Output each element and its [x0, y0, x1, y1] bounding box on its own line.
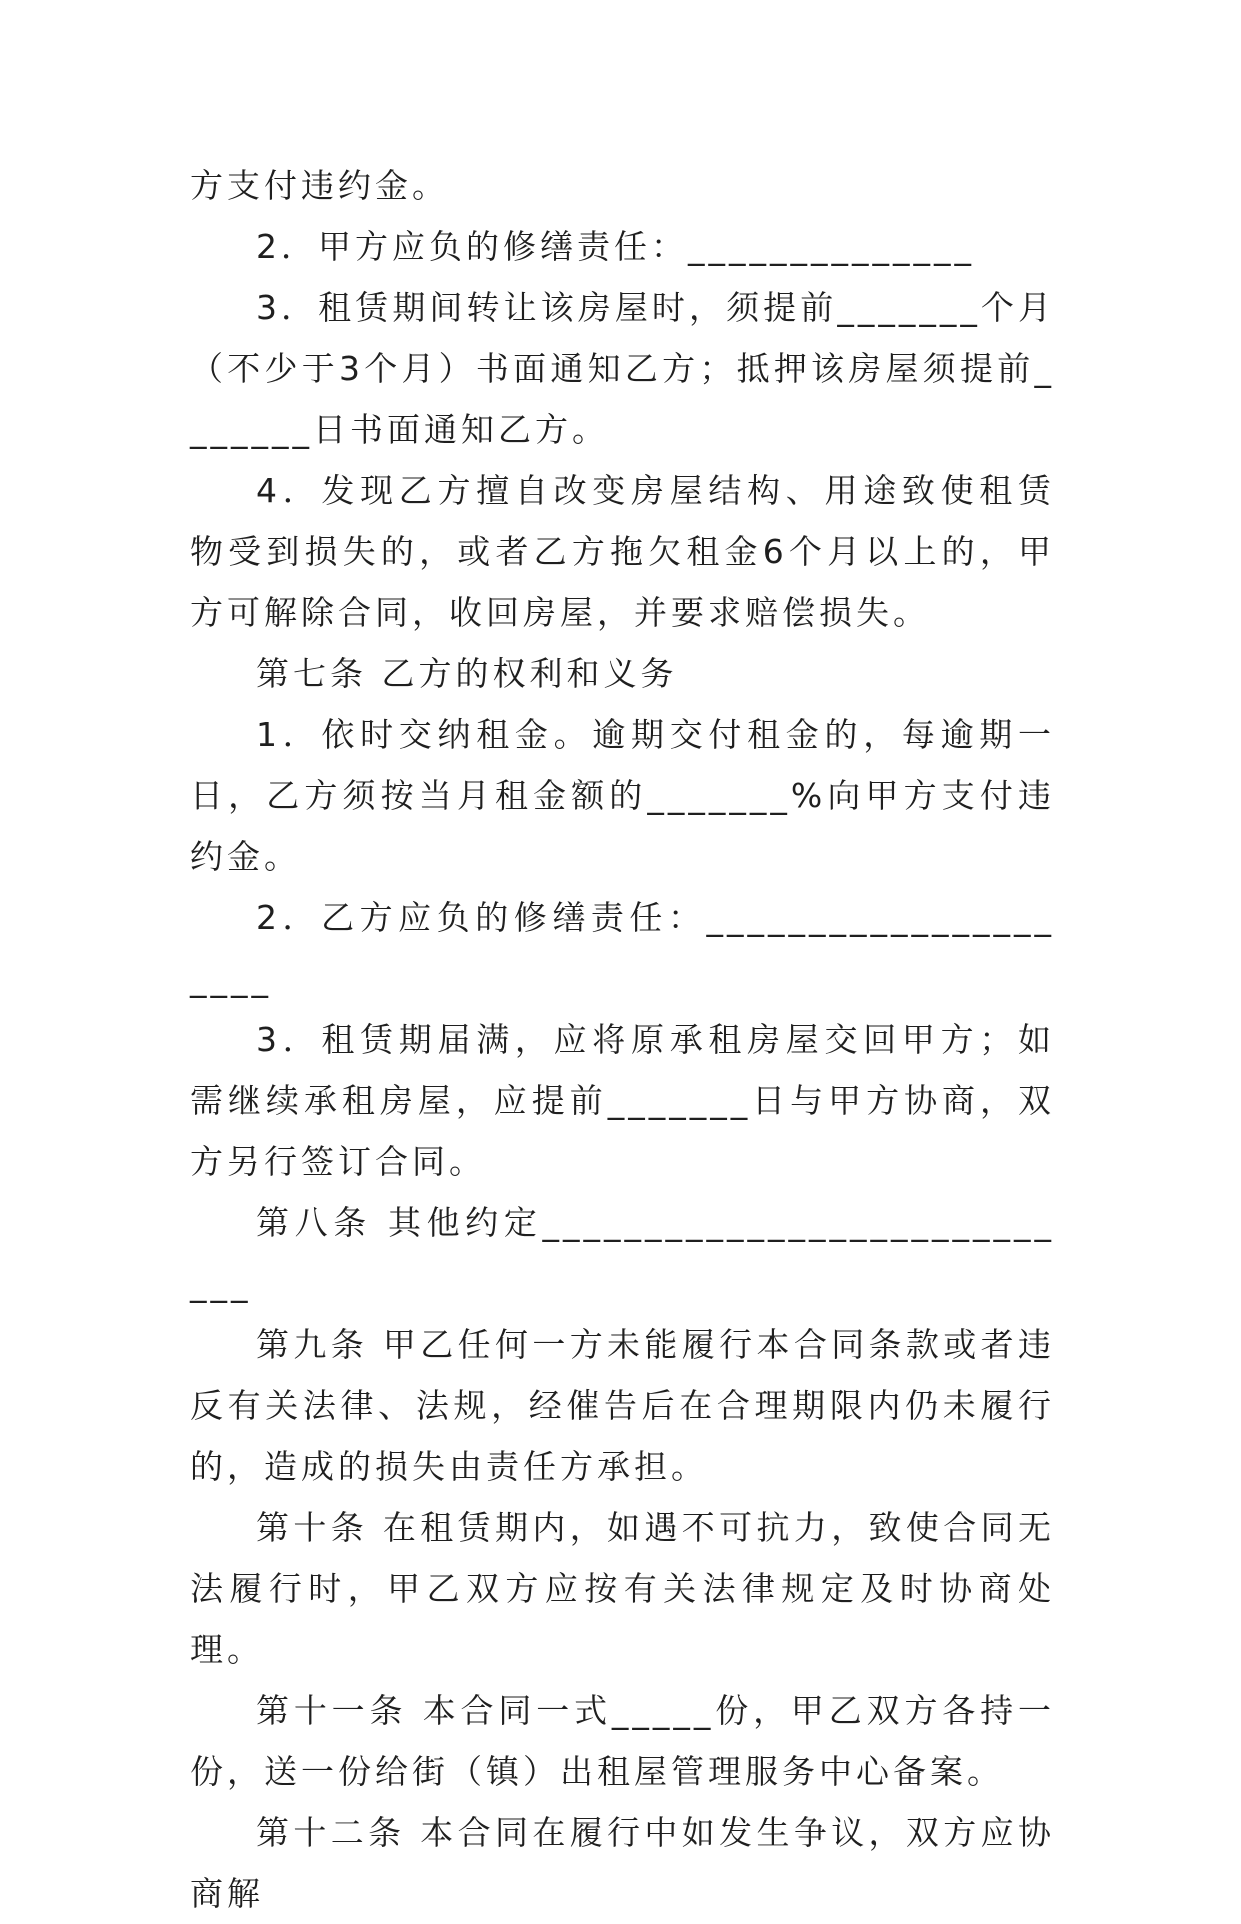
paragraph-termination: 4．发现乙方擅自改变房屋结构、用途致使租赁物受到损失的，或者乙方拖欠租金6个月以上的，甲方可解除合同，收回房屋，并要求赔偿损失。: [190, 471, 1055, 632]
paragraph-continuation: 方支付违约金。: [190, 166, 449, 205]
paragraph-rent-payment: 1．依时交纳租金。逾期交付租金的，每逾期一日，乙方须按当月租金额的_______%向甲方支付违约金。: [190, 715, 1055, 876]
paragraph-transfer-notice: 3．租赁期间转让该房屋时，须提前_______个月（不少于3个月）书面通知乙方；抵押该房屋须提前_______日书面通知乙方。: [190, 288, 1055, 449]
article-nine: 第九条 甲乙任何一方未能履行本合同条款或者违反有关法律、法规，经催告后在合理期限内仍未履行的，造成的损失由责任方承担。: [190, 1325, 1055, 1486]
paragraph-landlord-repair: 2．甲方应负的修缮责任：______________: [256, 227, 975, 266]
article-eight: 第八条 其他约定____________________________: [190, 1203, 1055, 1303]
paragraph-lease-expiry: 3．租赁期届满，应将原承租房屋交回甲方；如需继续承租房屋，应提前_______日与甲方协商，双方另行签订合同。: [190, 1020, 1055, 1181]
article-twelve: 第十二条 本合同在履行中如发生争议，双方应协商解: [190, 1813, 1055, 1913]
paragraph-tenant-repair: 2．乙方应负的修缮责任：_____________________: [190, 898, 1055, 998]
contract-text: [190, 155, 1055, 1924]
article-eleven: 第十一条 本合同一式_____份，甲乙双方各持一份，送一份给街（镇）出租屋管理服务中心备案。: [190, 1691, 1055, 1791]
article-seven-heading: 第七条 乙方的权利和义务: [256, 654, 678, 693]
article-ten: 第十条 在租赁期内，如遇不可抗力，致使合同无法履行时，甲乙双方应按有关法律规定及时协商处理。: [190, 1508, 1055, 1669]
